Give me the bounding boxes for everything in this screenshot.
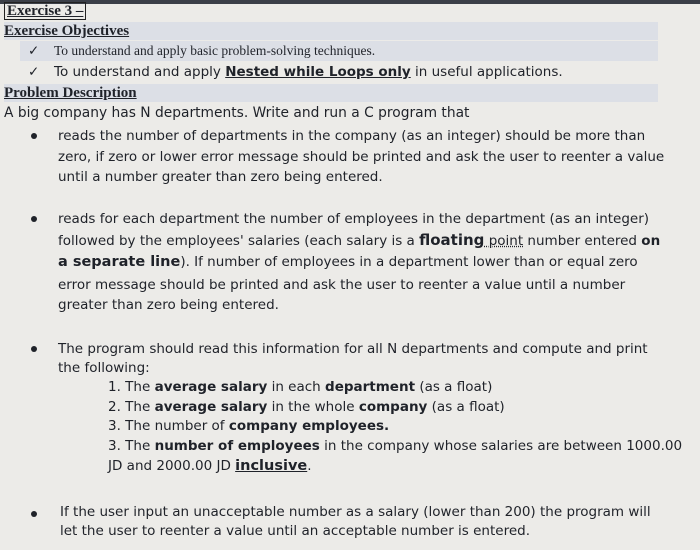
list-item	[108, 378, 492, 397]
objective-2-post: in useful applications.	[410, 64, 563, 80]
bullet1-line1: reads the number of departments in the company (as an integer) should be more than	[58, 128, 646, 144]
bullet-icon	[31, 133, 37, 139]
bullet2-line4: error message should be printed and ask the user to reenter a value until a number	[58, 277, 626, 293]
problem-header: Problem Description	[4, 85, 137, 101]
inclusive-term: inclusive	[235, 458, 308, 474]
item-bold: company employees.	[228, 418, 390, 434]
list-item	[108, 398, 505, 417]
bullet4-line2: let the user to reenter a value until an acceptable number is entered.	[60, 523, 530, 539]
intro-text: A big company has N departments. Write and run a C program that	[4, 105, 470, 121]
item-prefix: JD and 2000.00 JD	[108, 458, 236, 474]
bullet-icon	[31, 511, 37, 517]
item-bold: average salary	[154, 379, 268, 395]
bullet2-line2	[58, 231, 660, 251]
item-prefix: 3. The	[108, 438, 155, 454]
point-term: point	[484, 233, 524, 249]
bullet2-l2-pre: followed by the employees' salaries (each salary is a	[58, 233, 420, 249]
bullet2-l2-post: number entered	[523, 233, 642, 249]
objective-2-emphasis: Nested while Loops only	[225, 64, 411, 80]
item-end: (as a float)	[415, 379, 493, 395]
item-prefix: 3. The number of	[108, 418, 229, 434]
item-mid: in each	[267, 379, 326, 395]
list-item	[108, 437, 682, 456]
checkmark-icon: ✓	[28, 43, 40, 59]
bullet2-l3-post: ). If number of employees in a department lower than or equal zero	[180, 254, 638, 270]
bullet1-line2: zero, if zero or lower error message should be printed and ask the user to reenter a value	[58, 149, 665, 165]
objectives-header: Exercise Objectives	[4, 23, 130, 39]
floating-term: floating	[419, 231, 485, 249]
exercise-title-text: Exercise 3 –	[4, 2, 86, 20]
item-mid: in the company whose salaries are between 1000.00	[319, 438, 683, 454]
item-mid: in the whole	[267, 399, 359, 415]
item-end: .	[307, 458, 312, 474]
bullet2-line3	[58, 253, 638, 272]
objective-text-1: To understand and apply basic problem-solving techniques.	[54, 43, 376, 58]
list-item	[108, 417, 389, 436]
item-bold: company	[358, 399, 428, 415]
item-bold: average salary	[154, 399, 268, 415]
separate-line-term: a separate line	[58, 254, 181, 270]
top-edge	[0, 0, 700, 4]
bullet-icon	[31, 346, 37, 352]
bullet1-line3: until a number greater than zero being entered.	[58, 169, 383, 185]
bullet2-line5: greater than zero being entered.	[58, 297, 279, 313]
item-bold: department	[325, 379, 416, 395]
checkmark-icon: ✓	[28, 64, 40, 80]
item-end: (as a float)	[427, 399, 505, 415]
objective-text-2	[54, 63, 563, 81]
bullet3-line2: the following:	[58, 360, 150, 376]
on-term: on	[641, 233, 661, 249]
item-prefix: 2. The	[108, 399, 155, 415]
bullet-icon	[31, 216, 37, 222]
bullet4-line1: If the user input an unacceptable number as a salary (lower than 200) the program will	[60, 504, 651, 520]
objective-2-pre: To understand and apply	[54, 64, 226, 80]
exercise-title	[4, 2, 86, 20]
list-item	[108, 457, 312, 476]
bullet3-line1: The program should read this information for all N departments and compute and print	[58, 341, 648, 357]
bullet2-line1: reads for each department the number of employees in the department (as an integer)	[58, 211, 650, 227]
item-bold: number of employees	[154, 438, 320, 454]
item-prefix: 1. The	[108, 379, 155, 395]
